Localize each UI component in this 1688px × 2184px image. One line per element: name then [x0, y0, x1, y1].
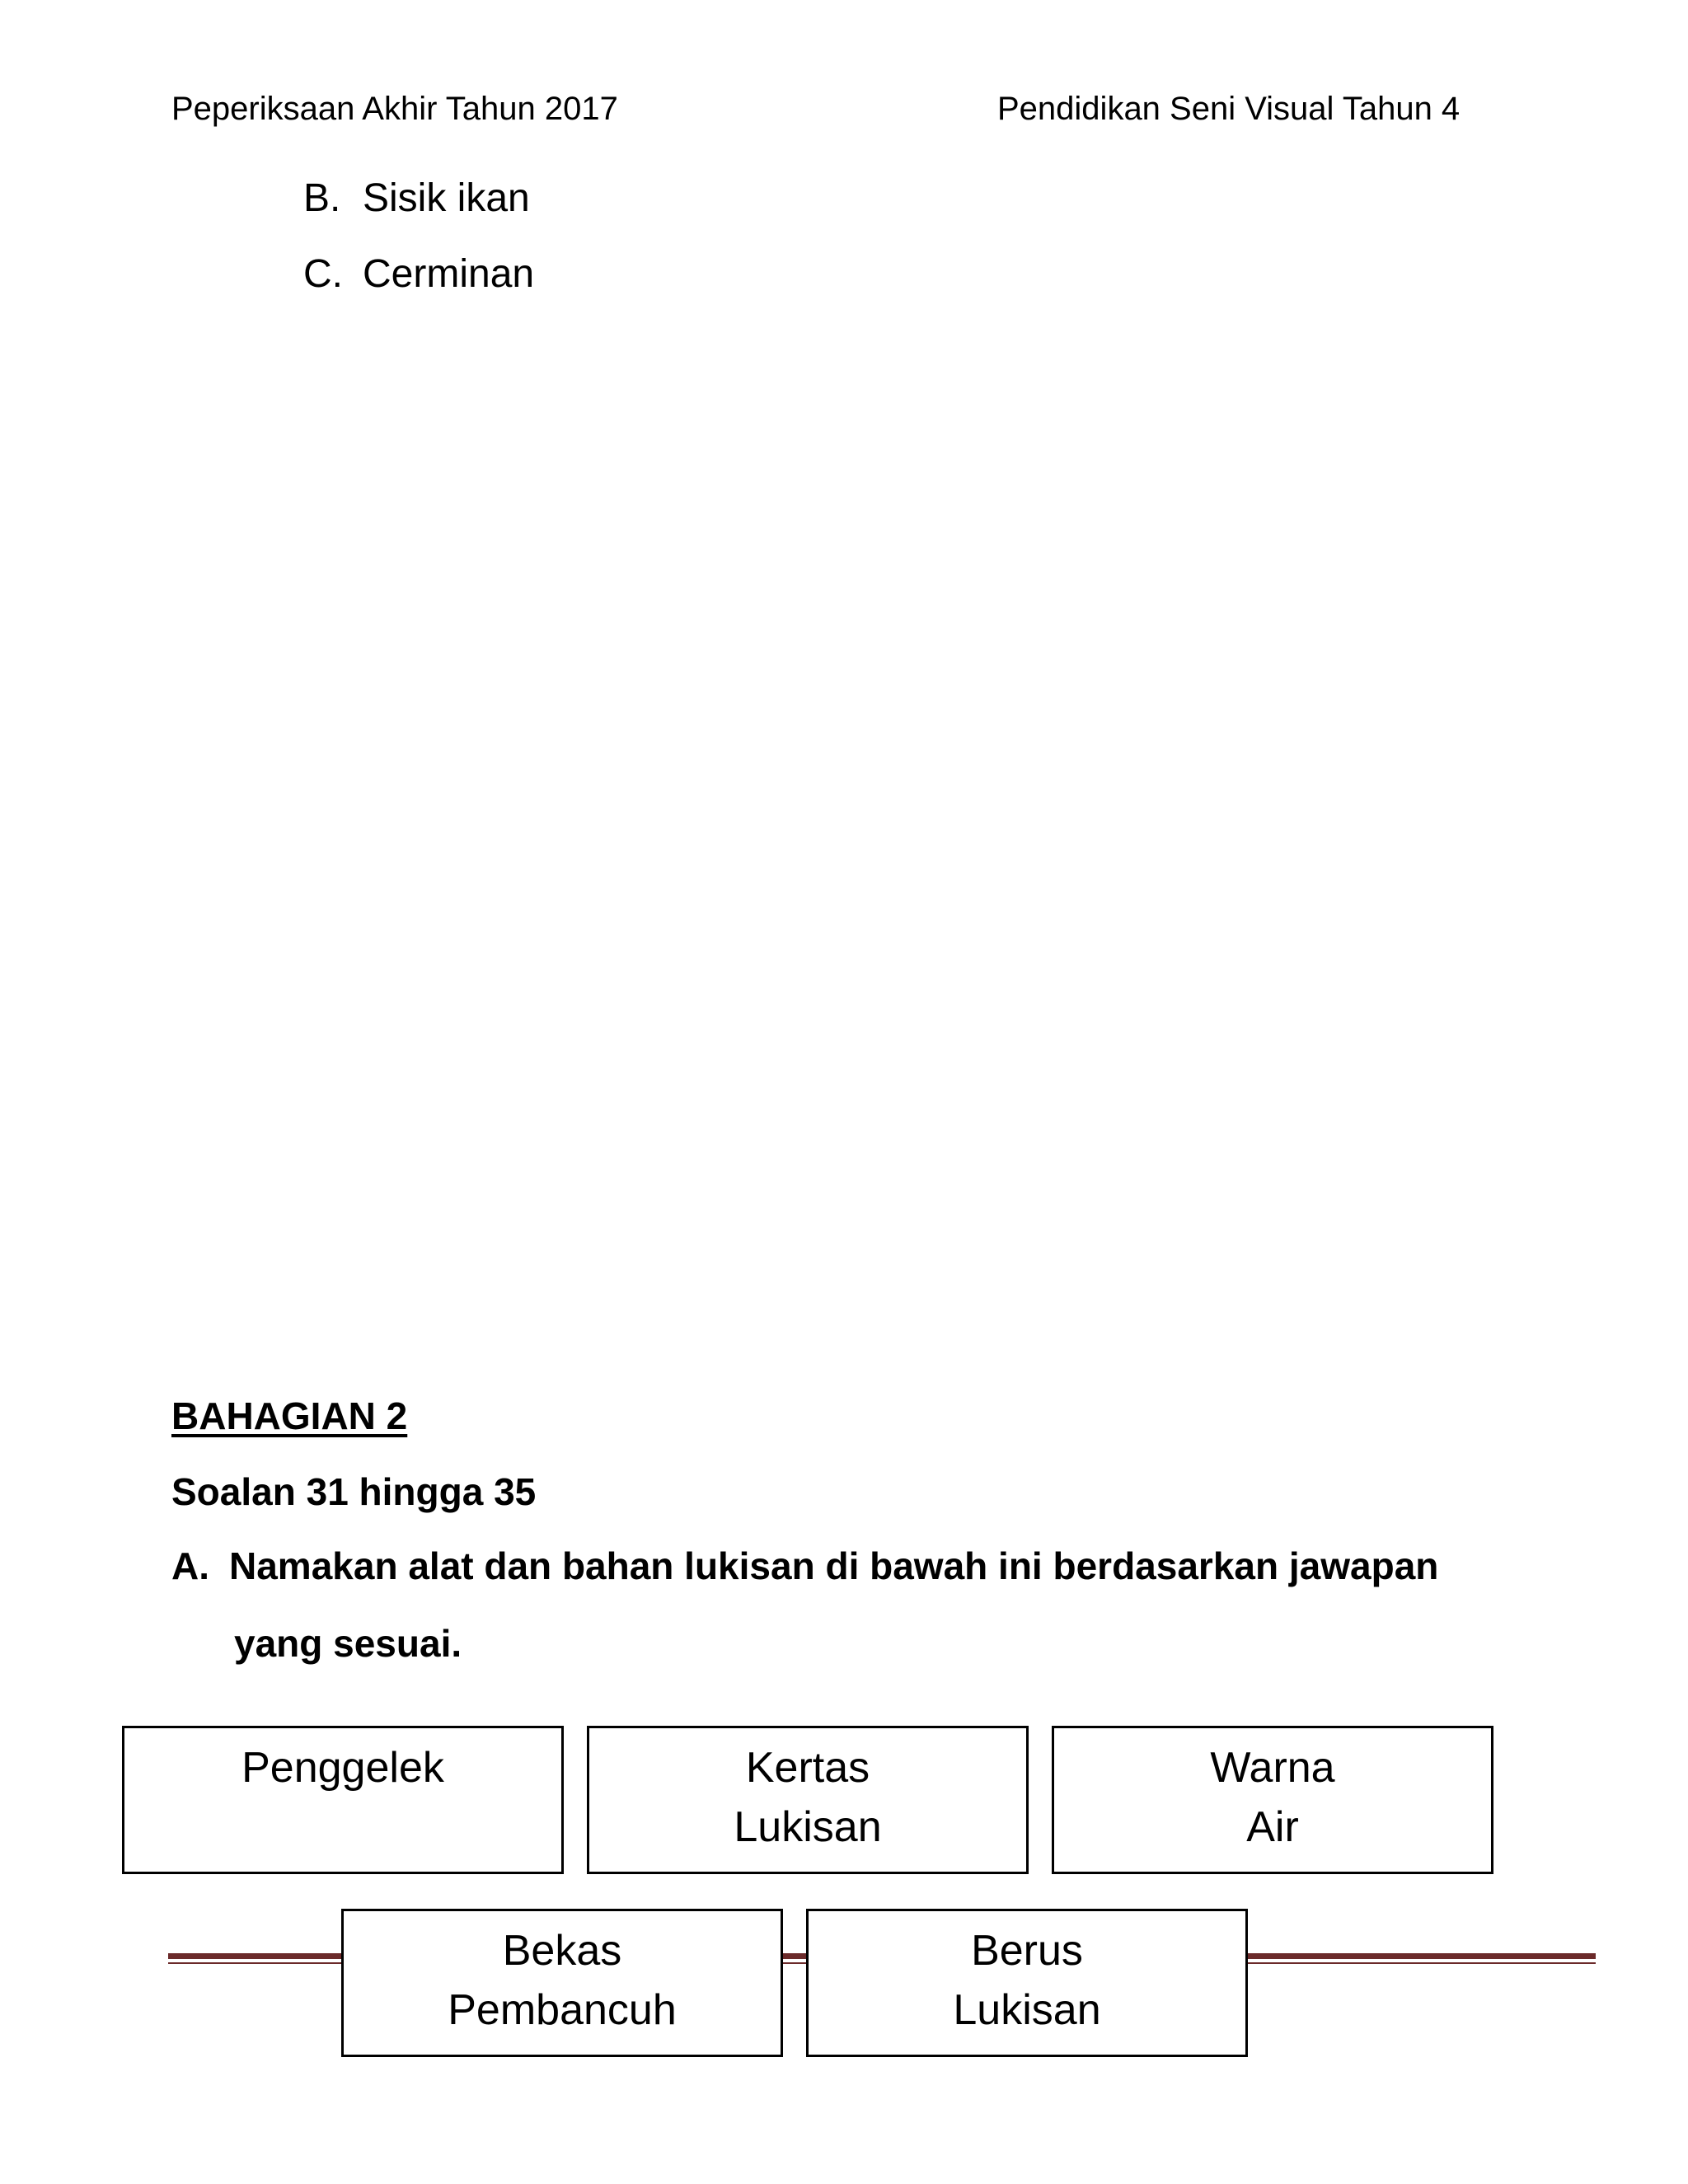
answer-box-warna-air: [1052, 1726, 1493, 1874]
answer-box-text: Bekas: [502, 1927, 622, 1975]
option-c: [303, 251, 534, 298]
option-text: Cerminan: [363, 252, 535, 296]
answer-box-bekas-pembancuh: [341, 1909, 783, 2057]
instruction-text: Namakan alat dan bahan lukisan di bawah ini berdasarkan jawapan: [229, 1544, 1439, 1587]
instruction-letter: A.: [171, 1544, 209, 1587]
answer-box-text: Lukisan: [953, 1986, 1101, 2034]
header-exam-title: Peperiksaan Akhir Tahun 2017: [171, 91, 618, 127]
answer-box-text: Pembancuh: [448, 1986, 677, 2034]
answer-box-berus-lukisan: [806, 1909, 1248, 2057]
instruction-continued: yang sesuai.: [234, 1622, 462, 1665]
option-letter: B.: [303, 176, 341, 220]
answer-box-text: Air: [1246, 1803, 1299, 1851]
header-subject-title: Pendidikan Seni Visual Tahun 4: [997, 91, 1461, 127]
instruction: [171, 1543, 1490, 1589]
answer-box-text: Kertas: [745, 1744, 870, 1792]
section-title: BAHAGIAN 2: [171, 1394, 408, 1437]
answer-box-penggelek: [122, 1726, 564, 1874]
answer-box-text: Berus: [971, 1927, 1083, 1975]
answer-box-text: Lukisan: [734, 1803, 882, 1851]
answer-box-kertas-lukisan: [587, 1726, 1029, 1874]
answer-box-text: Penggelek: [241, 1744, 444, 1792]
option-letter: C.: [303, 252, 343, 296]
questions-range: Soalan 31 hingga 35: [171, 1470, 537, 1513]
option-b: [303, 175, 530, 223]
answer-box-text: Warna: [1210, 1744, 1335, 1792]
option-text: Sisik ikan: [363, 176, 530, 220]
